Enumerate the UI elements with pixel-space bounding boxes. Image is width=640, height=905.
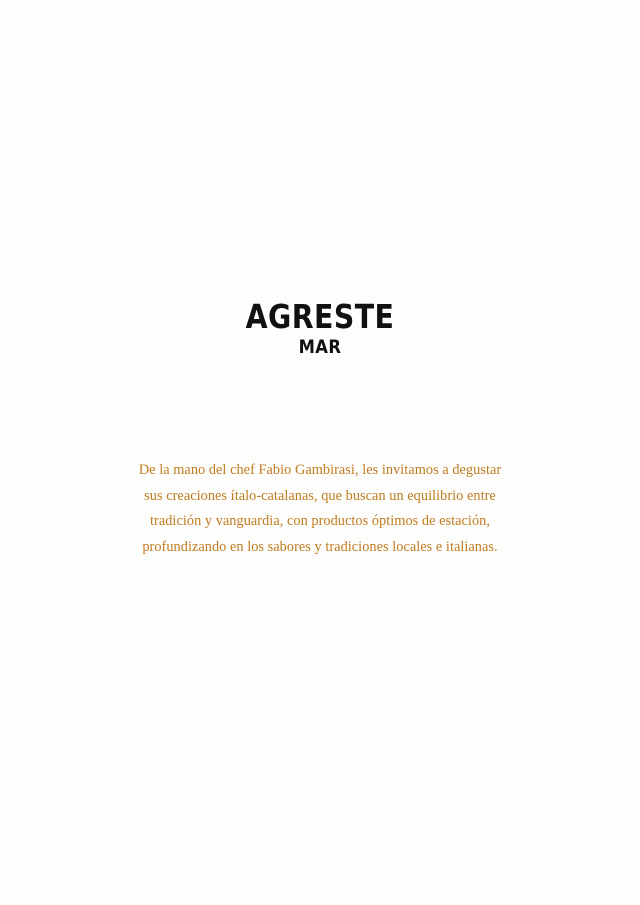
intro-paragraph	[100, 458, 540, 560]
intro-line: profundizando en los sabores y tradiciones locales e italianas.	[142, 538, 498, 555]
intro-line: tradición y vanguardia, con productos óptimos de estación,	[150, 513, 490, 529]
logo-secondary-name: MAR	[298, 336, 342, 358]
restaurant-logo	[0, 297, 640, 358]
intro-line: sus creaciones ítalo-catalanas, que buscan un equilibrio entre	[144, 487, 496, 504]
intro-line: De la mano del chef Fabio Gambirasi, les invitamos a degustar	[138, 462, 502, 478]
logo-primary-name: AGRESTE	[245, 297, 395, 336]
